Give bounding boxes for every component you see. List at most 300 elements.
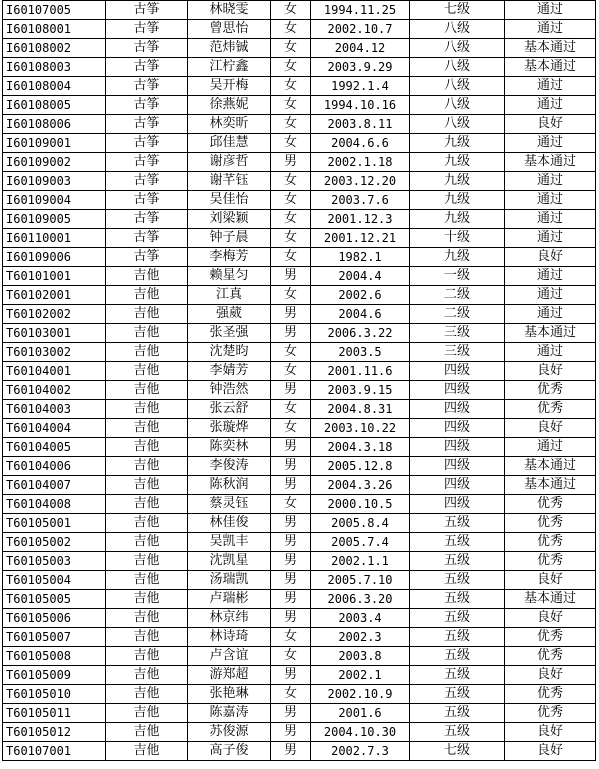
result-cell: 基本通过 <box>505 39 596 58</box>
exam-id-cell: T60104001 <box>3 362 106 381</box>
gender-cell: 男 <box>271 590 311 609</box>
grade-level-cell: 一级 <box>410 267 505 286</box>
instrument-cell: 吉他 <box>106 647 188 666</box>
table-row <box>3 590 596 609</box>
gender-cell: 女 <box>271 286 311 305</box>
name-cell: 张艳琳 <box>188 685 271 704</box>
result-cell: 优秀 <box>505 628 596 647</box>
name-cell: 李梅芳 <box>188 248 271 267</box>
table-row <box>3 77 596 96</box>
result-cell: 优秀 <box>505 381 596 400</box>
table-row <box>3 324 596 343</box>
gender-cell: 女 <box>271 96 311 115</box>
instrument-cell: 吉他 <box>106 400 188 419</box>
grade-level-cell: 五级 <box>410 647 505 666</box>
result-cell: 优秀 <box>505 495 596 514</box>
grade-level-cell: 五级 <box>410 571 505 590</box>
result-cell: 通过 <box>505 20 596 39</box>
birth-date-cell: 2004.3.18 <box>311 438 410 457</box>
name-cell: 江柠鑫 <box>188 58 271 77</box>
name-cell: 林晓雯 <box>188 1 271 20</box>
name-cell: 李婧芳 <box>188 362 271 381</box>
gender-cell: 男 <box>271 571 311 590</box>
result-cell: 良好 <box>505 666 596 685</box>
grade-level-cell: 五级 <box>410 514 505 533</box>
grade-level-cell: 九级 <box>410 210 505 229</box>
name-cell: 谢芊钰 <box>188 172 271 191</box>
name-cell: 吴佳怡 <box>188 191 271 210</box>
birth-date-cell: 2002.1 <box>311 666 410 685</box>
birth-date-cell: 2001.11.6 <box>311 362 410 381</box>
result-cell: 良好 <box>505 115 596 134</box>
table-row <box>3 210 596 229</box>
name-cell: 钟浩然 <box>188 381 271 400</box>
name-cell: 吴开梅 <box>188 77 271 96</box>
grade-level-cell: 三级 <box>410 343 505 362</box>
result-cell: 基本通过 <box>505 58 596 77</box>
name-cell: 赖星匀 <box>188 267 271 286</box>
grade-level-cell: 五级 <box>410 704 505 723</box>
exam-id-cell: I60109003 <box>3 172 106 191</box>
result-cell: 通过 <box>505 286 596 305</box>
name-cell: 江真 <box>188 286 271 305</box>
exam-id-cell: I60108006 <box>3 115 106 134</box>
gender-cell: 女 <box>271 134 311 153</box>
birth-date-cell: 2004.3.26 <box>311 476 410 495</box>
grade-level-cell: 五级 <box>410 628 505 647</box>
name-cell: 吴凯丰 <box>188 533 271 552</box>
result-cell: 优秀 <box>505 514 596 533</box>
table-row <box>3 381 596 400</box>
result-cell: 通过 <box>505 96 596 115</box>
table-row <box>3 666 596 685</box>
name-cell: 苏俊源 <box>188 723 271 742</box>
birth-date-cell: 1994.11.25 <box>311 1 410 20</box>
result-cell: 基本通过 <box>505 476 596 495</box>
result-cell: 基本通过 <box>505 153 596 172</box>
instrument-cell: 古筝 <box>106 77 188 96</box>
table-row <box>3 172 596 191</box>
result-cell: 基本通过 <box>505 324 596 343</box>
exam-id-cell: T60104007 <box>3 476 106 495</box>
exam-id-cell: T60105011 <box>3 704 106 723</box>
exam-id-cell: T60102002 <box>3 305 106 324</box>
grade-level-cell: 二级 <box>410 286 505 305</box>
table-row <box>3 552 596 571</box>
result-cell: 通过 <box>505 343 596 362</box>
name-cell: 张璇烨 <box>188 419 271 438</box>
instrument-cell: 吉他 <box>106 457 188 476</box>
grade-level-cell: 九级 <box>410 153 505 172</box>
gender-cell: 女 <box>271 628 311 647</box>
name-cell: 林奕昕 <box>188 115 271 134</box>
instrument-cell: 吉他 <box>106 362 188 381</box>
birth-date-cell: 2001.12.21 <box>311 229 410 248</box>
name-cell: 林京纬 <box>188 609 271 628</box>
exam-id-cell: T60105002 <box>3 533 106 552</box>
name-cell: 曾思怡 <box>188 20 271 39</box>
name-cell: 强葳 <box>188 305 271 324</box>
instrument-cell: 吉他 <box>106 419 188 438</box>
instrument-cell: 吉他 <box>106 438 188 457</box>
table-row <box>3 115 596 134</box>
instrument-cell: 吉他 <box>106 324 188 343</box>
birth-date-cell: 2004.4 <box>311 267 410 286</box>
result-cell: 良好 <box>505 609 596 628</box>
grade-level-cell: 四级 <box>410 457 505 476</box>
table-row <box>3 96 596 115</box>
name-cell: 高子俊 <box>188 742 271 761</box>
name-cell: 卢瑞彬 <box>188 590 271 609</box>
exam-id-cell: T60105012 <box>3 723 106 742</box>
table-row <box>3 362 596 381</box>
table-row <box>3 609 596 628</box>
name-cell: 蔡灵钰 <box>188 495 271 514</box>
result-cell: 良好 <box>505 571 596 590</box>
result-cell: 优秀 <box>505 400 596 419</box>
birth-date-cell: 2005.8.4 <box>311 514 410 533</box>
result-cell: 通过 <box>505 229 596 248</box>
table-row <box>3 514 596 533</box>
grade-level-cell: 五级 <box>410 552 505 571</box>
table-row <box>3 343 596 362</box>
exam-id-cell: T60101001 <box>3 267 106 286</box>
grade-level-cell: 五级 <box>410 723 505 742</box>
result-cell: 基本通过 <box>505 590 596 609</box>
name-cell: 陈秋润 <box>188 476 271 495</box>
exam-id-cell: T60104005 <box>3 438 106 457</box>
name-cell: 沈楚昀 <box>188 343 271 362</box>
name-cell: 李俊涛 <box>188 457 271 476</box>
exam-id-cell: I60107005 <box>3 1 106 20</box>
table-row <box>3 476 596 495</box>
gender-cell: 女 <box>271 400 311 419</box>
exam-id-cell: T60105004 <box>3 571 106 590</box>
grade-level-cell: 四级 <box>410 476 505 495</box>
instrument-cell: 吉他 <box>106 343 188 362</box>
instrument-cell: 古筝 <box>106 20 188 39</box>
grade-level-cell: 五级 <box>410 666 505 685</box>
gender-cell: 女 <box>271 58 311 77</box>
birth-date-cell: 2005.7.4 <box>311 533 410 552</box>
instrument-cell: 吉他 <box>106 552 188 571</box>
grade-level-cell: 五级 <box>410 533 505 552</box>
birth-date-cell: 1992.1.4 <box>311 77 410 96</box>
gender-cell: 男 <box>271 324 311 343</box>
birth-date-cell: 2004.8.31 <box>311 400 410 419</box>
birth-date-cell: 2004.12 <box>311 39 410 58</box>
table-row <box>3 20 596 39</box>
gender-cell: 女 <box>271 115 311 134</box>
results-table <box>2 0 596 761</box>
birth-date-cell: 2002.10.9 <box>311 685 410 704</box>
instrument-cell: 古筝 <box>106 248 188 267</box>
name-cell: 刘梁颖 <box>188 210 271 229</box>
exam-id-cell: I60108001 <box>3 20 106 39</box>
birth-date-cell: 2002.10.7 <box>311 20 410 39</box>
gender-cell: 男 <box>271 533 311 552</box>
grade-level-cell: 四级 <box>410 400 505 419</box>
exam-id-cell: T60104003 <box>3 400 106 419</box>
results-sheet <box>2 0 595 761</box>
grade-level-cell: 八级 <box>410 58 505 77</box>
birth-date-cell: 2003.8.11 <box>311 115 410 134</box>
grade-level-cell: 八级 <box>410 96 505 115</box>
grade-level-cell: 五级 <box>410 609 505 628</box>
result-cell: 通过 <box>505 267 596 286</box>
birth-date-cell: 2003.4 <box>311 609 410 628</box>
gender-cell: 女 <box>271 77 311 96</box>
exam-id-cell: T60105008 <box>3 647 106 666</box>
grade-level-cell: 九级 <box>410 248 505 267</box>
birth-date-cell: 2003.12.20 <box>311 172 410 191</box>
result-cell: 良好 <box>505 419 596 438</box>
gender-cell: 女 <box>271 685 311 704</box>
gender-cell: 男 <box>271 381 311 400</box>
table-row <box>3 438 596 457</box>
instrument-cell: 古筝 <box>106 191 188 210</box>
birth-date-cell: 1982.1 <box>311 248 410 267</box>
result-cell: 良好 <box>505 723 596 742</box>
gender-cell: 女 <box>271 20 311 39</box>
instrument-cell: 古筝 <box>106 115 188 134</box>
exam-id-cell: T60104002 <box>3 381 106 400</box>
gender-cell: 男 <box>271 514 311 533</box>
result-cell: 通过 <box>505 172 596 191</box>
exam-id-cell: T60105005 <box>3 590 106 609</box>
instrument-cell: 吉他 <box>106 267 188 286</box>
instrument-cell: 古筝 <box>106 210 188 229</box>
exam-id-cell: I60109001 <box>3 134 106 153</box>
birth-date-cell: 2003.7.6 <box>311 191 410 210</box>
result-cell: 通过 <box>505 191 596 210</box>
table-row <box>3 286 596 305</box>
gender-cell: 女 <box>271 647 311 666</box>
birth-date-cell: 2003.9.15 <box>311 381 410 400</box>
grade-level-cell: 八级 <box>410 77 505 96</box>
exam-id-cell: T60104008 <box>3 495 106 514</box>
grade-level-cell: 八级 <box>410 39 505 58</box>
table-row <box>3 58 596 77</box>
result-cell: 通过 <box>505 77 596 96</box>
exam-id-cell: T60104006 <box>3 457 106 476</box>
table-row <box>3 305 596 324</box>
birth-date-cell: 2001.12.3 <box>311 210 410 229</box>
exam-id-cell: I60109005 <box>3 210 106 229</box>
grade-level-cell: 八级 <box>410 115 505 134</box>
grade-level-cell: 九级 <box>410 172 505 191</box>
result-cell: 通过 <box>505 438 596 457</box>
table-row <box>3 647 596 666</box>
birth-date-cell: 2002.1.1 <box>311 552 410 571</box>
result-cell: 通过 <box>505 134 596 153</box>
table-row <box>3 191 596 210</box>
table-row <box>3 39 596 58</box>
table-row <box>3 419 596 438</box>
grade-level-cell: 五级 <box>410 590 505 609</box>
table-row <box>3 723 596 742</box>
name-cell: 林诗琦 <box>188 628 271 647</box>
result-cell: 优秀 <box>505 533 596 552</box>
result-cell: 通过 <box>505 305 596 324</box>
table-body <box>3 1 596 761</box>
birth-date-cell: 2005.12.8 <box>311 457 410 476</box>
name-cell: 谢彦哲 <box>188 153 271 172</box>
grade-level-cell: 九级 <box>410 134 505 153</box>
result-cell: 良好 <box>505 362 596 381</box>
result-cell: 通过 <box>505 1 596 20</box>
instrument-cell: 吉他 <box>106 685 188 704</box>
instrument-cell: 古筝 <box>106 39 188 58</box>
result-cell: 优秀 <box>505 647 596 666</box>
gender-cell: 女 <box>271 1 311 20</box>
gender-cell: 女 <box>271 419 311 438</box>
instrument-cell: 古筝 <box>106 58 188 77</box>
gender-cell: 男 <box>271 723 311 742</box>
gender-cell: 女 <box>271 210 311 229</box>
grade-level-cell: 四级 <box>410 438 505 457</box>
birth-date-cell: 2002.7.3 <box>311 742 410 761</box>
grade-level-cell: 七级 <box>410 1 505 20</box>
name-cell: 徐燕妮 <box>188 96 271 115</box>
gender-cell: 男 <box>271 666 311 685</box>
instrument-cell: 吉他 <box>106 476 188 495</box>
exam-id-cell: T60107001 <box>3 742 106 761</box>
exam-id-cell: T60104004 <box>3 419 106 438</box>
exam-id-cell: I60108004 <box>3 77 106 96</box>
exam-id-cell: T60105010 <box>3 685 106 704</box>
instrument-cell: 吉他 <box>106 286 188 305</box>
instrument-cell: 古筝 <box>106 229 188 248</box>
table-row <box>3 628 596 647</box>
instrument-cell: 古筝 <box>106 172 188 191</box>
result-cell: 优秀 <box>505 685 596 704</box>
instrument-cell: 吉他 <box>106 666 188 685</box>
birth-date-cell: 2006.3.22 <box>311 324 410 343</box>
birth-date-cell: 2003.10.22 <box>311 419 410 438</box>
exam-id-cell: I60109006 <box>3 248 106 267</box>
result-cell: 优秀 <box>505 704 596 723</box>
result-cell: 通过 <box>505 210 596 229</box>
birth-date-cell: 2002.6 <box>311 286 410 305</box>
instrument-cell: 吉他 <box>106 704 188 723</box>
table-row <box>3 267 596 286</box>
table-row <box>3 533 596 552</box>
result-cell: 基本通过 <box>505 457 596 476</box>
gender-cell: 男 <box>271 153 311 172</box>
gender-cell: 女 <box>271 39 311 58</box>
exam-id-cell: I60108005 <box>3 96 106 115</box>
exam-id-cell: I60109004 <box>3 191 106 210</box>
result-cell: 良好 <box>505 742 596 761</box>
gender-cell: 男 <box>271 742 311 761</box>
name-cell: 汤瑞凯 <box>188 571 271 590</box>
birth-date-cell: 2001.6 <box>311 704 410 723</box>
name-cell: 沈凯星 <box>188 552 271 571</box>
instrument-cell: 古筝 <box>106 153 188 172</box>
gender-cell: 男 <box>271 609 311 628</box>
birth-date-cell: 2006.3.20 <box>311 590 410 609</box>
instrument-cell: 吉他 <box>106 628 188 647</box>
exam-id-cell: I60108003 <box>3 58 106 77</box>
instrument-cell: 吉他 <box>106 495 188 514</box>
grade-level-cell: 九级 <box>410 191 505 210</box>
grade-level-cell: 四级 <box>410 381 505 400</box>
exam-id-cell: T60103001 <box>3 324 106 343</box>
grade-level-cell: 二级 <box>410 305 505 324</box>
instrument-cell: 吉他 <box>106 590 188 609</box>
grade-level-cell: 四级 <box>410 362 505 381</box>
birth-date-cell: 2003.5 <box>311 343 410 362</box>
gender-cell: 女 <box>271 229 311 248</box>
birth-date-cell: 1994.10.16 <box>311 96 410 115</box>
gender-cell: 女 <box>271 172 311 191</box>
exam-id-cell: I60110001 <box>3 229 106 248</box>
table-row <box>3 153 596 172</box>
birth-date-cell: 2004.10.30 <box>311 723 410 742</box>
grade-level-cell: 五级 <box>410 685 505 704</box>
birth-date-cell: 2004.6 <box>311 305 410 324</box>
exam-id-cell: T60103002 <box>3 343 106 362</box>
table-row <box>3 495 596 514</box>
table-row <box>3 685 596 704</box>
result-cell: 优秀 <box>505 552 596 571</box>
grade-level-cell: 四级 <box>410 495 505 514</box>
name-cell: 林佳俊 <box>188 514 271 533</box>
birth-date-cell: 2003.9.29 <box>311 58 410 77</box>
instrument-cell: 吉他 <box>106 742 188 761</box>
birth-date-cell: 2003.8 <box>311 647 410 666</box>
gender-cell: 女 <box>271 362 311 381</box>
table-row <box>3 229 596 248</box>
gender-cell: 女 <box>271 191 311 210</box>
exam-id-cell: I60109002 <box>3 153 106 172</box>
instrument-cell: 吉他 <box>106 533 188 552</box>
grade-level-cell: 八级 <box>410 20 505 39</box>
name-cell: 邱佳慧 <box>188 134 271 153</box>
gender-cell: 男 <box>271 305 311 324</box>
grade-level-cell: 三级 <box>410 324 505 343</box>
exam-id-cell: I60108002 <box>3 39 106 58</box>
instrument-cell: 吉他 <box>106 514 188 533</box>
birth-date-cell: 2002.3 <box>311 628 410 647</box>
instrument-cell: 吉他 <box>106 609 188 628</box>
table-row <box>3 1 596 20</box>
name-cell: 范炜铖 <box>188 39 271 58</box>
table-row <box>3 742 596 761</box>
birth-date-cell: 2000.10.5 <box>311 495 410 514</box>
exam-id-cell: T60102001 <box>3 286 106 305</box>
name-cell: 游郑超 <box>188 666 271 685</box>
gender-cell: 女 <box>271 343 311 362</box>
name-cell: 陈嘉涛 <box>188 704 271 723</box>
gender-cell: 男 <box>271 704 311 723</box>
name-cell: 钟子晨 <box>188 229 271 248</box>
gender-cell: 男 <box>271 267 311 286</box>
table-row <box>3 134 596 153</box>
gender-cell: 女 <box>271 248 311 267</box>
instrument-cell: 吉他 <box>106 381 188 400</box>
exam-id-cell: T60105007 <box>3 628 106 647</box>
table-row <box>3 248 596 267</box>
exam-id-cell: T60105003 <box>3 552 106 571</box>
instrument-cell: 古筝 <box>106 96 188 115</box>
gender-cell: 男 <box>271 438 311 457</box>
result-cell: 良好 <box>505 248 596 267</box>
gender-cell: 男 <box>271 476 311 495</box>
name-cell: 张圣强 <box>188 324 271 343</box>
instrument-cell: 吉他 <box>106 305 188 324</box>
